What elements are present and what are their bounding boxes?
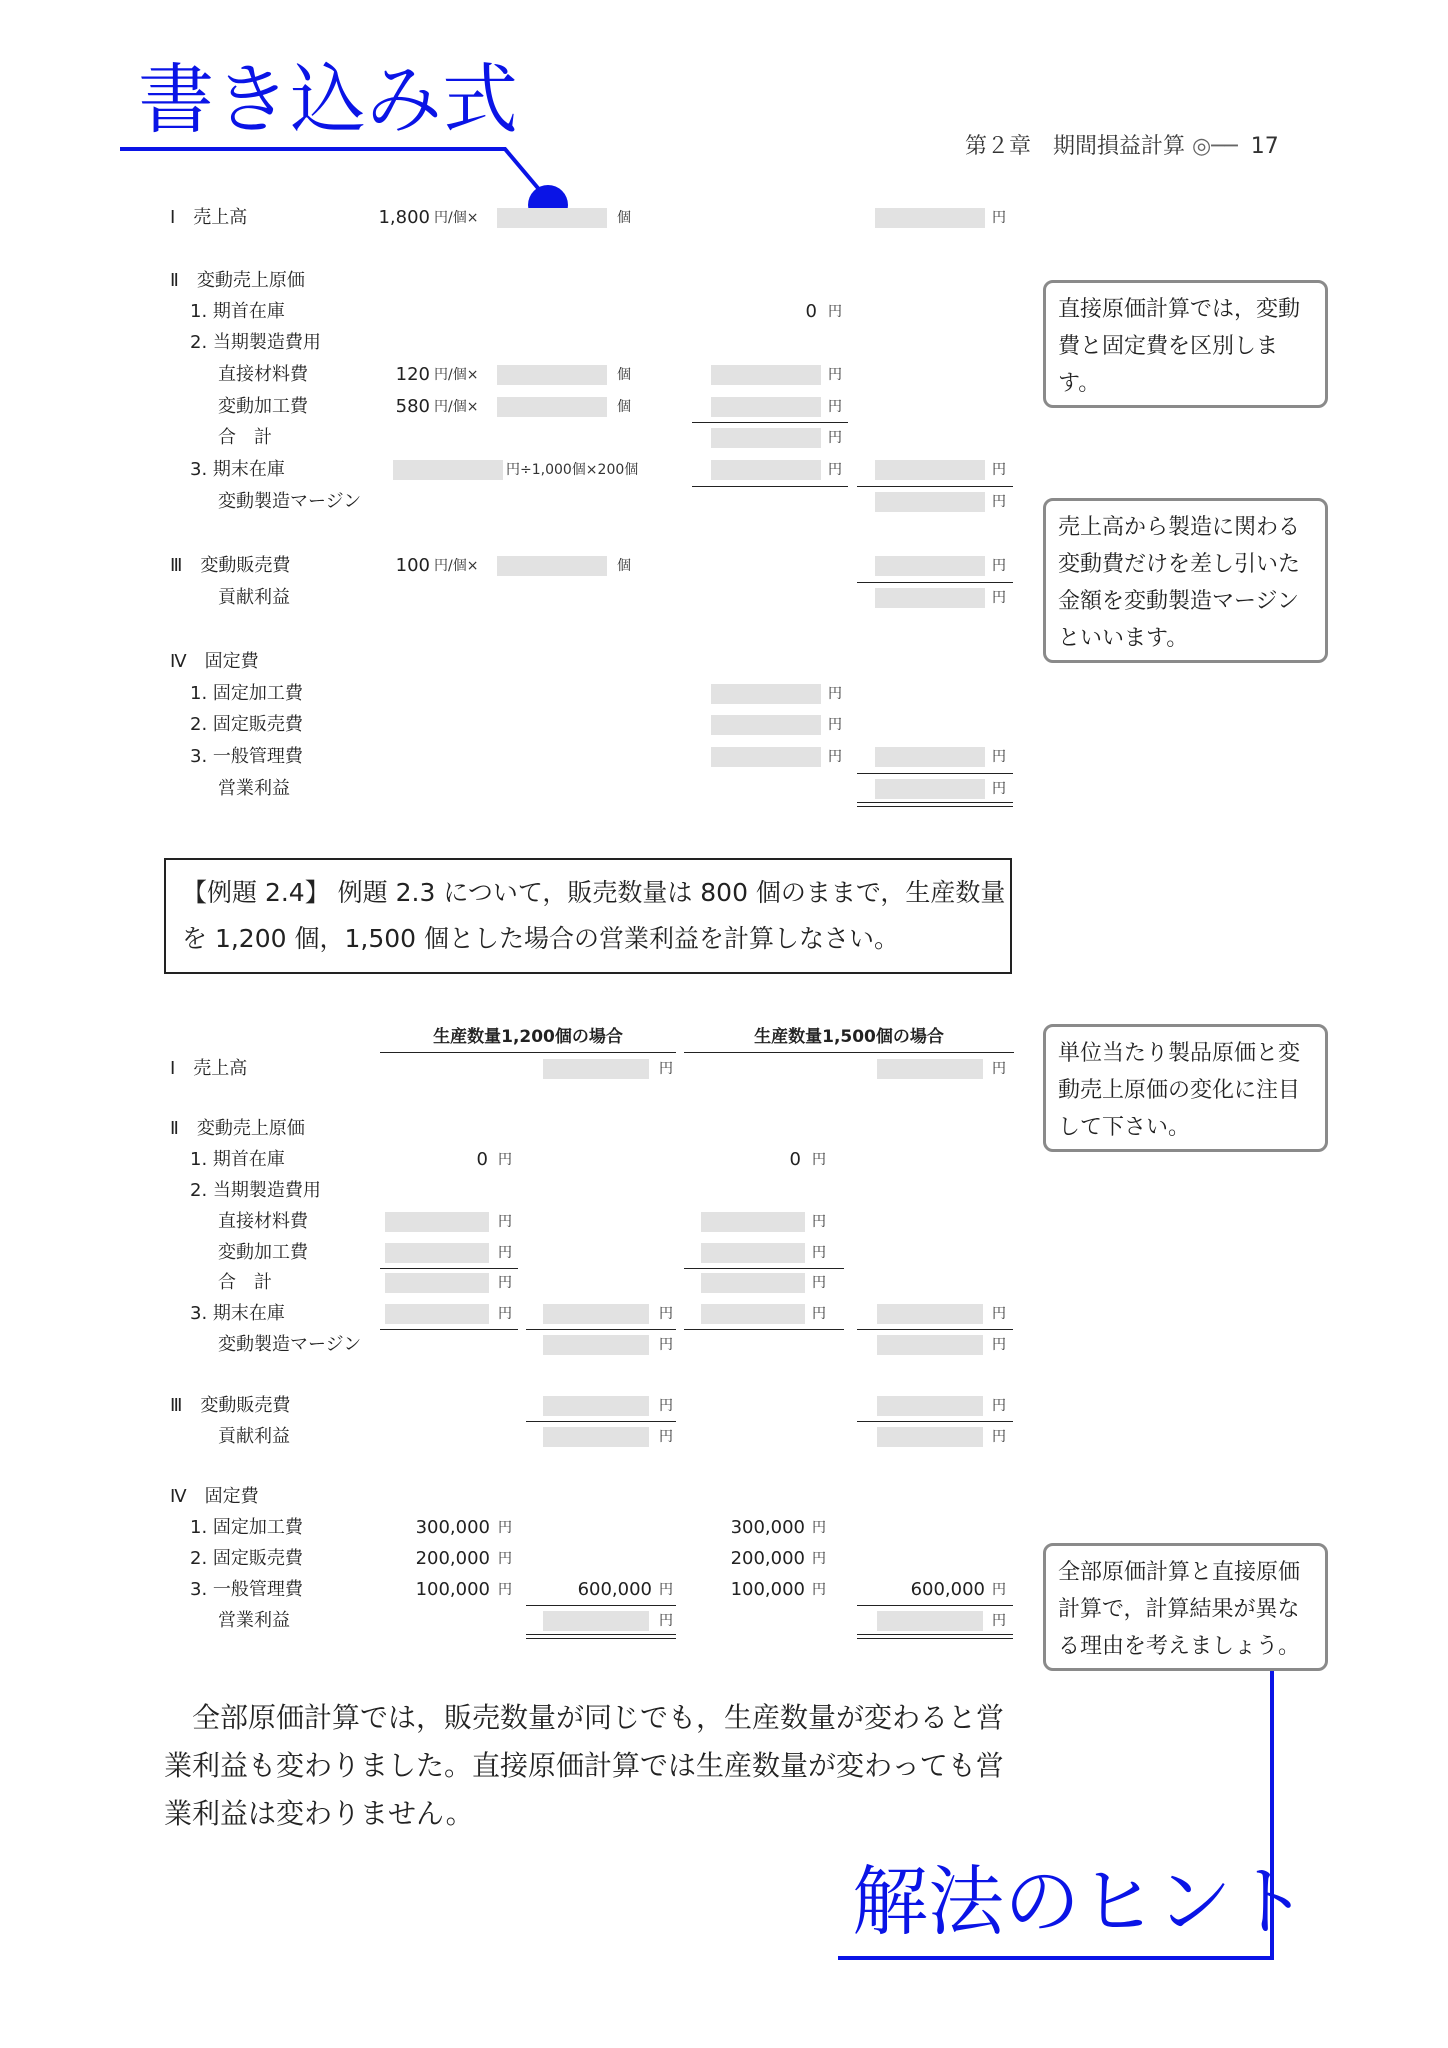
unit-yen: 円 (828, 462, 842, 478)
unit-ko: 個 (617, 210, 631, 226)
col2-header-rule (684, 1052, 1014, 1053)
col1-fixed-processing: 300,000 (415, 1517, 490, 1538)
unit-yen: 円 (659, 1306, 673, 1322)
unit-yen: 円 (498, 1582, 512, 1598)
total-label: 合 計 (218, 1272, 272, 1293)
cogs-total-blank[interactable] (875, 460, 985, 480)
processing-quantity-blank[interactable] (497, 397, 607, 417)
col2-cogs-blank[interactable] (877, 1304, 983, 1324)
col2-selling-blank[interactable] (877, 1396, 983, 1416)
processing-label: 変動加工費 (218, 1242, 308, 1263)
material-amount-blank[interactable] (711, 365, 821, 385)
subtotal-rule (692, 422, 848, 423)
col1-header-rule (380, 1052, 676, 1053)
unit-yen: 円 (498, 1275, 512, 1291)
col2-selling-rule (857, 1421, 1013, 1422)
processing-amount-blank[interactable] (711, 397, 821, 417)
col1-material-blank[interactable] (385, 1212, 489, 1232)
header-ornament: ◎── (1192, 134, 1238, 159)
sales-label: Ⅰ 売上高 (170, 1058, 248, 1079)
unit-yen: 円 (498, 1245, 512, 1261)
unit-yen: 円 (498, 1551, 512, 1567)
col1-opening-value: 0 (476, 1149, 488, 1170)
processing-price: 580 (395, 396, 430, 417)
unit-ko: 個 (617, 399, 631, 415)
cogs-rule (692, 486, 848, 487)
fixed-rule (857, 773, 1013, 774)
contribution-label: 貢献利益 (218, 1426, 290, 1447)
unit-yen: 円 (812, 1275, 826, 1291)
conclusion-line-2: 業利益も変わりました。直接原価計算では生産数量が変わっても営 (164, 1749, 1004, 1782)
unit-yen: 円 (992, 1398, 1006, 1414)
col2-fixed-total: 600,000 (910, 1579, 985, 1600)
col1-cogs-rule (526, 1329, 676, 1330)
selling-rule (857, 582, 1013, 583)
margin-label: 変動製造マージン (218, 491, 362, 512)
material-label: 直接材料費 (218, 364, 308, 385)
selling-amount-blank[interactable] (875, 556, 985, 576)
col1-subtotal-rule (380, 1268, 518, 1269)
fixed-processing-label: 1. 固定加工費 (190, 683, 303, 704)
mfg-cost-label: 2. 当期製造費用 (190, 1180, 321, 1201)
unit-yen: 円 (992, 1337, 1006, 1353)
unit-yen: 円 (828, 686, 842, 702)
unit-yen: 円 (828, 304, 842, 320)
col1-processing-blank[interactable] (385, 1243, 489, 1263)
unit-yen: 円 (992, 1582, 1006, 1598)
col2-material-blank[interactable] (701, 1212, 805, 1232)
selling-quantity-blank[interactable] (497, 556, 607, 576)
unit-yen: 円 (828, 717, 842, 733)
col1-margin-blank[interactable] (543, 1335, 649, 1355)
col1-contribution-blank[interactable] (543, 1427, 649, 1447)
opening-inventory-label: 1. 期首在庫 (190, 1149, 285, 1170)
fixed-selling-label: 2. 固定販売費 (190, 714, 303, 735)
col2-fixed-selling: 200,000 (730, 1548, 805, 1569)
col2-fixed-processing: 300,000 (730, 1517, 805, 1538)
col2-subtotal-rule (684, 1268, 844, 1269)
col2-margin-blank[interactable] (877, 1335, 983, 1355)
col1-header: 生産数量1,200個の場合 (433, 1027, 623, 1047)
example-text-2: を 1,200 個，1,500 個とした場合の営業利益を計算しなさい。 (182, 924, 899, 953)
col1-operating-double-rule (526, 1634, 676, 1639)
unit-yen: 円 (828, 367, 842, 383)
fixed-processing-label: 1. 固定加工費 (190, 1517, 303, 1538)
unit-yen: 円 (992, 590, 1006, 606)
material-price: 120 (395, 364, 430, 385)
unit-yen: 円 (992, 1429, 1006, 1445)
variable-cogs-label: Ⅱ 変動売上原価 (170, 1118, 305, 1139)
hint-box-3: 単位当たり製品原価と変動売上原価の変化に注目して下さい。 (1043, 1024, 1328, 1152)
col1-admin: 100,000 (415, 1579, 490, 1600)
col1-selling-blank[interactable] (543, 1396, 649, 1416)
selling-price: 100 (395, 555, 430, 576)
sales-price: 1,800 (378, 207, 430, 228)
col2-operating-blank[interactable] (877, 1611, 983, 1631)
unit-yen: 円 (992, 210, 1006, 226)
unit-yen: 円 (498, 1520, 512, 1536)
fixed-costs-label: Ⅳ 固定費 (170, 1486, 259, 1507)
unit-per-ko: 円/個× (434, 367, 479, 383)
unit-per-ko: 円/個× (434, 210, 479, 226)
unit-yen: 円 (992, 1306, 1006, 1322)
unit-yen: 円 (992, 494, 1006, 510)
unit-yen: 円 (992, 1613, 1006, 1629)
material-label: 直接材料費 (218, 1211, 308, 1232)
col1-selling-rule (526, 1421, 676, 1422)
unit-ko: 個 (617, 367, 631, 383)
unit-yen: 円 (992, 781, 1006, 797)
example-line-1 (182, 870, 1006, 916)
col1-fixed-rule (526, 1605, 676, 1606)
total-amount-blank[interactable] (711, 428, 821, 448)
fixed-total-blank[interactable] (875, 747, 985, 767)
opening-inventory-label: 1. 期首在庫 (190, 301, 285, 322)
col2-cogs-rule (857, 1329, 1013, 1330)
conclusion-line-3: 業利益は変わりません。 (164, 1797, 474, 1830)
material-quantity-blank[interactable] (497, 365, 607, 385)
variable-cogs-label: Ⅱ 変動売上原価 (170, 270, 305, 291)
col1-total-blank[interactable] (385, 1273, 489, 1293)
conclusion-line-1: 全部原価計算では，販売数量が同じでも，生産数量が変わると営 (192, 1701, 1005, 1734)
total-label: 合 計 (218, 427, 272, 448)
unit-yen: 円 (812, 1245, 826, 1261)
margin-amount-blank[interactable] (875, 492, 985, 512)
mfg-cost-label: 2. 当期製造費用 (190, 332, 321, 353)
col2-total-blank[interactable] (701, 1273, 805, 1293)
unit-yen: 円 (659, 1337, 673, 1353)
col1-ending-blank[interactable] (385, 1304, 489, 1324)
admin-blank[interactable] (711, 747, 821, 767)
col1-cogs-blank[interactable] (543, 1304, 649, 1324)
unit-yen: 円 (812, 1214, 826, 1230)
ending-amount-blank[interactable] (711, 460, 821, 480)
col2-ending-blank[interactable] (701, 1304, 805, 1324)
admin-label: 3. 一般管理費 (190, 1579, 303, 1600)
unit-yen: 円 (498, 1152, 512, 1168)
unit-yen: 円 (828, 399, 842, 415)
unit-yen: 円 (812, 1152, 826, 1168)
unit-yen: 円 (659, 1429, 673, 1445)
ending-inventory-label: 3. 期末在庫 (190, 459, 285, 480)
unit-ko: 個 (617, 558, 631, 574)
fixed-selling-label: 2. 固定販売費 (190, 1548, 303, 1569)
running-header (965, 133, 1279, 161)
unit-yen: 円 (812, 1306, 826, 1322)
unit-yen: 円 (498, 1306, 512, 1322)
unit-yen: 円 (659, 1582, 673, 1598)
col2-fixed-rule (857, 1605, 1013, 1606)
chapter-title: 第２章 期間損益計算 (965, 134, 1186, 159)
unit-yen: 円 (812, 1551, 826, 1567)
unit-yen: 円 (992, 558, 1006, 574)
col2-cogs-rule (684, 1329, 844, 1330)
sales-label: Ⅰ 売上高 (170, 207, 248, 228)
col2-header: 生産数量1,500個の場合 (754, 1027, 944, 1047)
variable-selling-label: Ⅲ 変動販売費 (170, 555, 291, 576)
col1-fixed-total: 600,000 (577, 1579, 652, 1600)
processing-label: 変動加工費 (218, 396, 308, 417)
unit-per-ko: 円/個× (434, 558, 479, 574)
col2-sales-blank[interactable] (877, 1059, 983, 1079)
example-tag: 【例題 2.4】 (182, 878, 330, 907)
unit-yen: 円 (828, 430, 842, 446)
col2-processing-blank[interactable] (701, 1243, 805, 1263)
fixed-costs-label: Ⅳ 固定費 (170, 651, 259, 672)
unit-yen: 円 (659, 1398, 673, 1414)
col1-cogs-rule (380, 1329, 518, 1330)
hint-box-2: 売上高から製造に関わる変動費だけを差し引いた金額を変動製造マージンといいます。 (1043, 498, 1328, 663)
col1-sales-blank[interactable] (543, 1059, 649, 1079)
example-text-1: 例題 2.3 について，販売数量は 800 個のままで，生産数量 (337, 878, 1006, 907)
col2-opening-value: 0 (789, 1149, 801, 1170)
sales-amount-blank[interactable] (875, 208, 985, 228)
col2-contribution-blank[interactable] (877, 1427, 983, 1447)
unit-yen: 円 (498, 1214, 512, 1230)
hint-box-4: 全部原価計算と直接原価計算で，計算結果が異なる理由を考えましょう。 (1043, 1543, 1328, 1671)
contribution-label: 貢献利益 (218, 587, 290, 608)
operating-income-blank[interactable] (875, 779, 985, 799)
cogs-rule (857, 486, 1013, 487)
ending-unit-cost-blank[interactable] (393, 460, 503, 480)
example-box (164, 858, 1012, 974)
unit-yen: 円 (659, 1613, 673, 1629)
unit-yen: 円 (992, 1061, 1006, 1077)
unit-yen: 円 (659, 1061, 673, 1077)
unit-yen: 円 (812, 1582, 826, 1598)
unit-yen: 円 (828, 749, 842, 765)
margin-label: 変動製造マージン (218, 1334, 362, 1355)
col2-operating-double-rule (857, 1634, 1013, 1639)
col1-fixed-selling: 200,000 (415, 1548, 490, 1569)
fixed-processing-blank[interactable] (711, 684, 821, 704)
operating-income-label: 営業利益 (218, 778, 290, 799)
unit-yen: 円 (992, 749, 1006, 765)
contribution-amount-blank[interactable] (875, 588, 985, 608)
col1-operating-blank[interactable] (543, 1611, 649, 1631)
unit-yen: 円 (992, 462, 1006, 478)
opening-inventory-value: 0 (805, 301, 817, 322)
unit-yen: 円 (812, 1520, 826, 1536)
solution-hint-label: 解法のヒント (852, 1857, 1308, 1946)
col2-admin: 100,000 (730, 1579, 805, 1600)
writing-style-label: 書き込み式 (138, 55, 518, 144)
unit-per-ko: 円/個× (434, 399, 479, 415)
ending-inventory-label: 3. 期末在庫 (190, 1303, 285, 1324)
sales-quantity-blank[interactable] (497, 208, 607, 228)
operating-double-rule (857, 802, 1013, 807)
conclusion-paragraph (164, 1694, 1024, 1838)
fixed-selling-blank[interactable] (711, 715, 821, 735)
ending-formula: 円÷1,000個×200個 (506, 462, 639, 478)
variable-selling-label: Ⅲ 変動販売費 (170, 1395, 291, 1416)
operating-income-label: 営業利益 (218, 1610, 290, 1631)
hint-box-1: 直接原価計算では，変動費と固定費を区別します。 (1043, 280, 1328, 408)
admin-label: 3. 一般管理費 (190, 746, 303, 767)
page-number: 17 (1250, 134, 1279, 159)
